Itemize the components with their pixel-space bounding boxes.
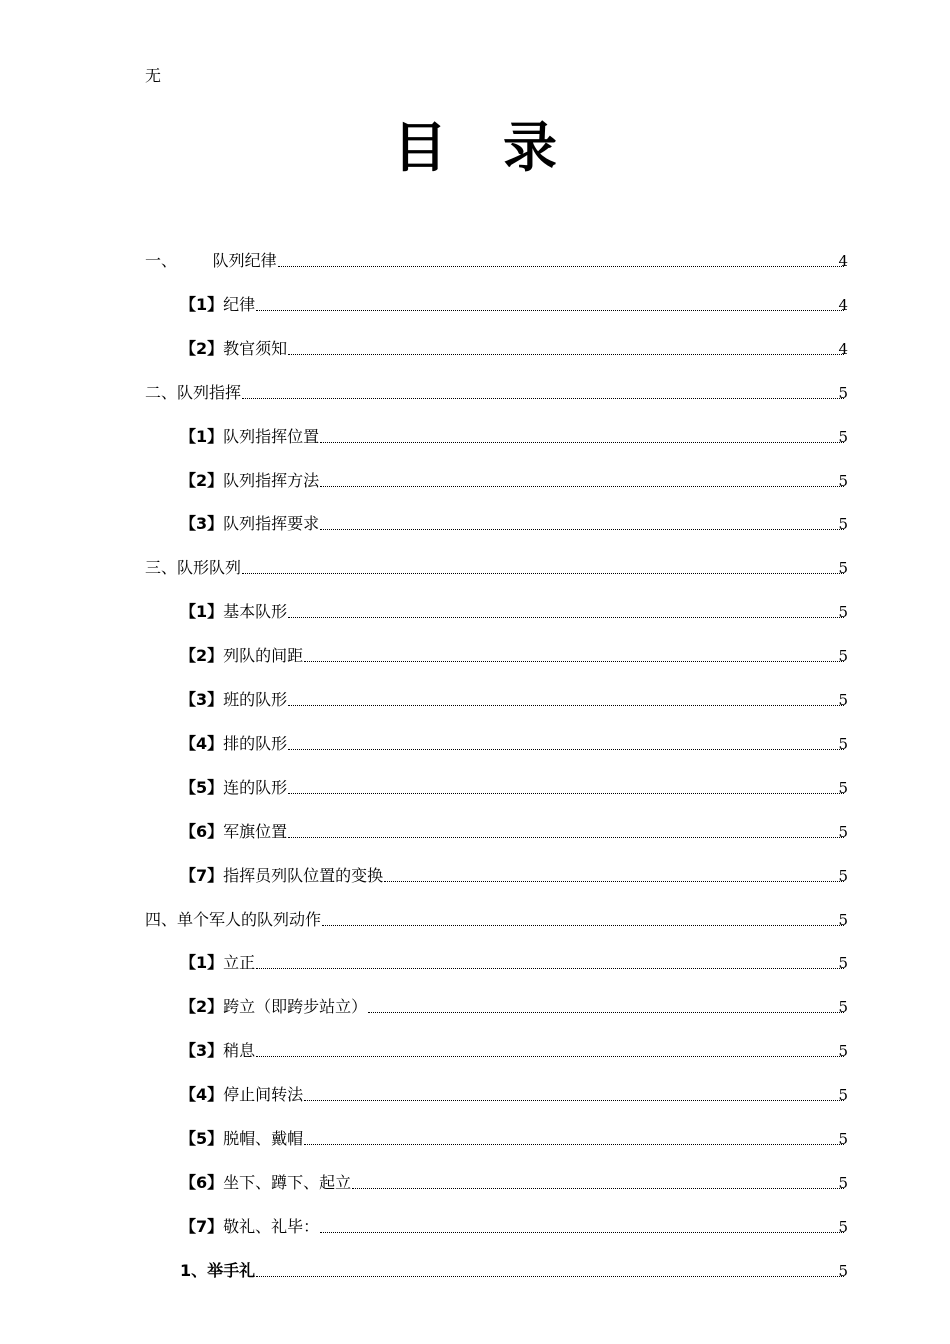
toc-row[interactable] [0, 464, 950, 492]
toc-entry-text: 队列指挥位置 [223, 426, 320, 446]
toc-page-number: 5 [838, 427, 848, 446]
toc-entry-label: 二、队列指挥 [145, 382, 242, 402]
toc-page-number: 5 [838, 1261, 848, 1280]
toc-entry-number: 【2】 [180, 470, 224, 490]
toc-entry-text: 列队的间距 [223, 646, 304, 666]
toc-entry[interactable] [145, 903, 846, 931]
toc-entry-label [180, 470, 319, 492]
toc-entry[interactable] [180, 1078, 846, 1106]
toc-entry-label [180, 1216, 319, 1238]
toc-dot-leader [322, 924, 844, 926]
toc-page-number: 5 [838, 1130, 848, 1148]
toc-page-number: 5 [838, 1042, 848, 1061]
toc-page-number: 5 [838, 1173, 848, 1192]
toc-entry-text: 连的队形 [223, 777, 288, 797]
toc-entry-number: 【2】 [180, 997, 224, 1017]
toc-entry[interactable] [180, 464, 846, 492]
toc-page-number: 5 [838, 515, 848, 534]
toc-entry-label [180, 426, 319, 448]
toc-entry-label [180, 645, 303, 667]
toc-page-number: 4 [838, 295, 848, 314]
toc-page-number: 5 [838, 822, 848, 841]
toc-row[interactable] [0, 1122, 950, 1150]
toc-entry-label: 四、单个军人的队列动作 [145, 909, 322, 929]
toc-entry-label [180, 1128, 303, 1150]
toc-page-number: 5 [838, 471, 848, 490]
toc-page-number: 5 [838, 1217, 848, 1236]
toc-entry-label [180, 338, 287, 360]
toc-row[interactable] [0, 815, 950, 843]
toc-dot-leader [368, 1011, 844, 1013]
toc-entry-number: 【1】 [180, 953, 224, 973]
toc-page-number: 4 [838, 252, 848, 270]
toc-page-number: 5 [838, 734, 848, 753]
toc-row[interactable] [0, 551, 950, 579]
toc-row[interactable] [0, 244, 950, 272]
toc-dot-leader [256, 309, 844, 311]
toc-entry[interactable] [180, 1034, 846, 1062]
toc-page-number: 5 [838, 1086, 848, 1105]
toc-entry-label [180, 294, 255, 316]
toc-entry-number: 【6】 [180, 821, 224, 841]
toc-entry-label: 1、举手礼 [180, 1260, 256, 1280]
toc-dot-leader [304, 1099, 844, 1101]
toc-entry[interactable] [180, 815, 846, 843]
toc-entry-number: 【5】 [180, 777, 224, 797]
toc-row[interactable] [0, 1166, 950, 1194]
toc-row[interactable] [0, 420, 950, 448]
toc-row[interactable] [0, 376, 950, 404]
toc-entry-label [180, 601, 287, 623]
toc-entry[interactable] [180, 990, 846, 1018]
toc-entry-label [180, 513, 319, 535]
toc-entry-text: 稍息 [223, 1041, 256, 1061]
toc-page-number: 5 [838, 866, 848, 885]
toc-entry-text: 班的队形 [223, 690, 288, 709]
toc-entry-number: 【4】 [180, 1085, 224, 1105]
toc-entry[interactable] [180, 595, 846, 623]
toc-page-number: 5 [838, 559, 848, 578]
toc-row[interactable] [0, 1254, 950, 1282]
toc-dot-leader [304, 660, 844, 662]
toc-dot-leader [256, 967, 844, 969]
toc-entry[interactable] [180, 332, 846, 360]
toc-entry-text: 队列指挥方法 [223, 470, 320, 490]
toc-entry-text: 排的队形 [223, 733, 288, 753]
toc-entry-number: 【4】 [180, 733, 224, 753]
toc-dot-leader [384, 880, 844, 882]
toc-page-number: 5 [838, 910, 848, 929]
toc-entry-text: 敬礼、礼毕： [223, 1216, 320, 1236]
toc-entry[interactable] [180, 1122, 846, 1150]
toc-dot-leader [256, 1055, 844, 1057]
toc-entry-number: 【5】 [180, 1129, 224, 1148]
toc-row[interactable] [0, 727, 950, 755]
toc-entry-number: 【1】 [180, 602, 224, 622]
toc-entry-text: 指挥员列队位置的变换 [223, 865, 384, 885]
toc-dot-leader [304, 1143, 844, 1145]
toc-dot-leader [288, 704, 844, 706]
toc-dot-leader [320, 1231, 844, 1233]
toc-entry[interactable] [145, 244, 846, 272]
toc-entry[interactable] [180, 507, 846, 535]
toc-row[interactable] [0, 990, 950, 1018]
toc-entry-text: 基本队形 [223, 602, 288, 622]
toc-row[interactable] [0, 507, 950, 535]
toc-page-number: 5 [838, 383, 848, 402]
toc-page-number: 5 [838, 647, 848, 666]
toc-page-number: 5 [838, 954, 848, 973]
toc-entry[interactable] [180, 946, 846, 974]
toc-page-number: 5 [838, 998, 848, 1017]
toc-row[interactable] [0, 639, 950, 667]
toc-entry-text: 军旗位置 [223, 821, 288, 841]
toc-entry-number: 【7】 [180, 1216, 224, 1236]
toc-dot-leader [320, 485, 844, 487]
toc-entry-text: 教官须知 [223, 338, 288, 358]
toc-row[interactable] [0, 332, 950, 360]
toc-entry-number: 【1】 [180, 426, 224, 446]
toc-dot-leader [288, 353, 844, 355]
toc-page-number: 5 [838, 778, 848, 797]
toc-dot-leader [256, 1275, 844, 1277]
toc-dot-leader [352, 1187, 844, 1189]
page-title: 目录 [393, 116, 613, 179]
toc-entry-number: 【7】 [180, 865, 224, 885]
toc-entry-number: 【6】 [180, 1172, 224, 1192]
toc-entry-text: 脱帽、戴帽 [223, 1129, 304, 1148]
toc-dot-leader [320, 441, 844, 443]
toc-entry-label [180, 1084, 303, 1106]
header-note: 无 [145, 66, 162, 85]
toc-dot-leader [288, 748, 844, 750]
toc-dot-leader [288, 836, 844, 838]
toc-dot-leader [242, 397, 844, 399]
toc-entry-number: 【3】 [180, 514, 224, 534]
toc-entry[interactable] [180, 639, 846, 667]
toc-entry[interactable] [180, 288, 846, 316]
toc-entry-label [180, 689, 287, 711]
toc-row[interactable] [0, 1210, 950, 1238]
toc-entry-text: 队列指挥要求 [223, 514, 320, 534]
toc-entry[interactable] [180, 420, 846, 448]
toc-page-number: 5 [838, 603, 848, 622]
toc-entry-number: 【2】 [180, 338, 224, 358]
toc-row[interactable] [0, 1034, 950, 1062]
toc-row[interactable] [0, 683, 950, 711]
toc-entry-label [180, 733, 287, 755]
toc-entry-label [180, 821, 287, 843]
toc-entry-number: 【1】 [180, 294, 224, 314]
toc-page-number: 5 [838, 691, 848, 709]
toc-entry[interactable] [180, 859, 846, 887]
toc-entry[interactable] [180, 683, 846, 711]
toc-entry-number: 【3】 [180, 1041, 224, 1061]
toc-entry[interactable] [180, 727, 846, 755]
toc-entry[interactable] [180, 1254, 846, 1282]
toc-entry-label [180, 865, 383, 887]
toc-entry[interactable] [180, 771, 846, 799]
toc-entry-label [180, 1172, 351, 1194]
toc-entry-text: 坐下、蹲下、起立 [223, 1172, 352, 1192]
toc-entry-label [180, 996, 367, 1018]
toc-entry[interactable] [180, 1210, 846, 1238]
toc-entry-text: 停止间转法 [223, 1085, 304, 1105]
toc-entry-label [180, 952, 255, 974]
toc-entry-label [180, 1040, 255, 1062]
toc-entry-number: 【2】 [180, 646, 224, 666]
toc-entry-label [180, 777, 287, 799]
toc-dot-leader [320, 528, 844, 530]
toc-dot-leader [288, 792, 844, 794]
toc-row[interactable] [0, 771, 950, 799]
toc-dot-leader [242, 572, 844, 574]
toc-entry-number: 【3】 [180, 690, 224, 709]
toc-entry-label: 三、队形队列 [145, 558, 242, 578]
toc-dot-leader [288, 616, 844, 618]
toc-row[interactable] [0, 595, 950, 623]
toc-dot-leader [278, 265, 844, 267]
toc-entry[interactable] [145, 376, 846, 404]
toc-entry-text: 立正 [223, 953, 256, 973]
toc-entry-text: 跨立（即跨步站立） [223, 997, 368, 1017]
toc-row[interactable] [0, 859, 950, 887]
toc-page-number: 4 [838, 339, 848, 358]
toc-row[interactable] [0, 1078, 950, 1106]
toc-entry[interactable] [180, 1166, 846, 1194]
toc-entry[interactable] [145, 551, 846, 579]
toc-row[interactable] [0, 946, 950, 974]
toc-entry-label: 一、 队列纪律 [145, 251, 277, 270]
toc-entry-text: 纪律 [223, 294, 256, 314]
toc-row[interactable] [0, 903, 950, 931]
toc-row[interactable] [0, 288, 950, 316]
